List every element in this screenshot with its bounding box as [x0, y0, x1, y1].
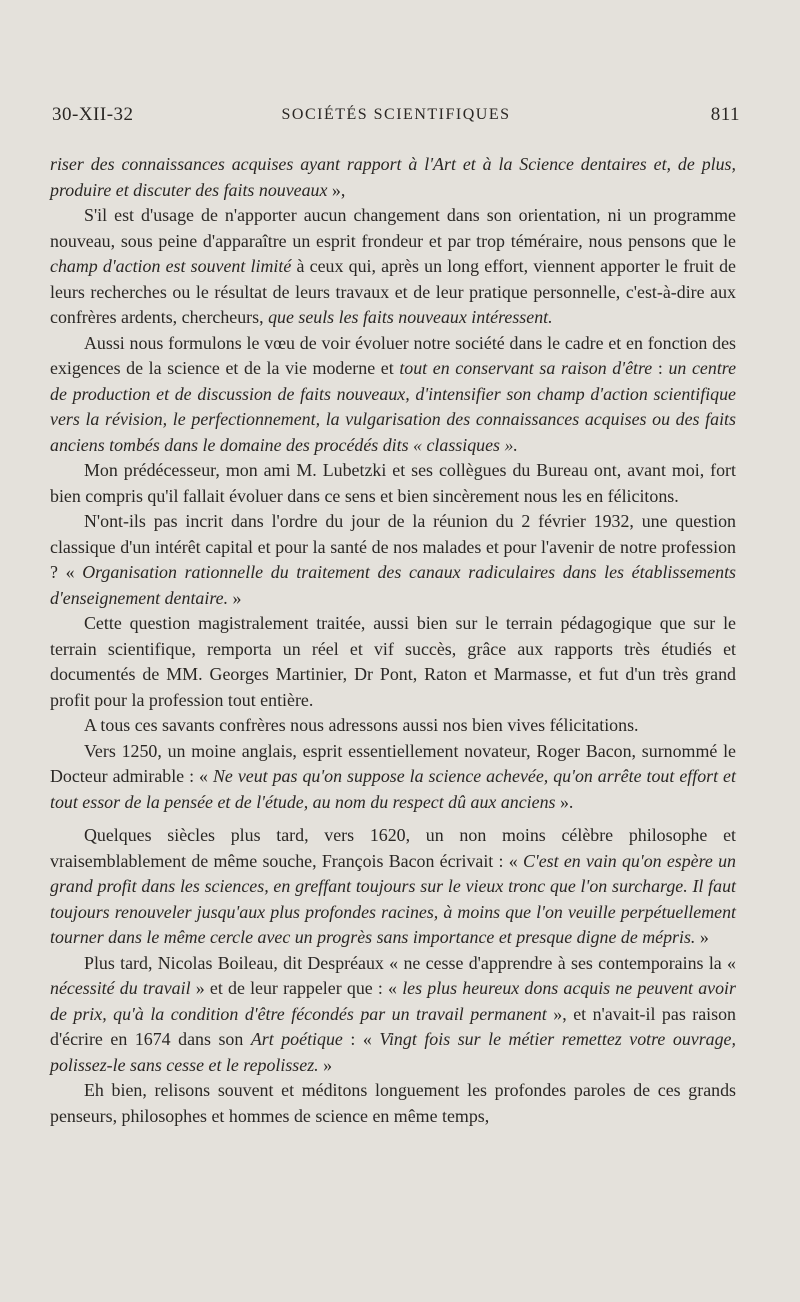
text-run: Quelques siècles plus tard, vers 1620, un non moins célèbre philosophe et vraisemblablement de même souche, François Bacon écrivait : «	[50, 825, 736, 871]
text-run: Aussi nous formulons le vœu de voir évoluer notre société dans le cadre et en fonction des exigences de la science et de la vie moderne et	[50, 332, 736, 378]
paragraph	[50, 203, 736, 331]
italic-text: Ne veut pas qu'on suppose la science achevée, qu'on arrête tout effort et tout essor de la pensée et de l'étude, au nom du respect dû aux anciens	[50, 766, 736, 812]
header-date: 30-XII-32	[52, 104, 134, 125]
text-run: Plus tard, Nicolas Boileau, dit Despréaux « ne cesse d'apprendre à ses contemporains la «	[84, 952, 736, 973]
paragraph	[50, 951, 736, 1079]
text-run: :	[652, 358, 669, 378]
text-run: ».	[555, 791, 574, 812]
text-run: »	[695, 927, 709, 947]
italic-text: nécessité du travail	[50, 978, 191, 998]
paragraph	[50, 611, 736, 713]
italic-text: que seuls les faits nouveaux intéressent.	[268, 307, 553, 327]
paragraph	[50, 739, 736, 816]
italic-text: tout en conservant sa raison d'être	[399, 358, 653, 378]
italic-text: Art poétique	[250, 1029, 343, 1049]
text-run: N'ont-ils pas incrit dans l'ordre du jour de la réunion du 2 février 1932, une question classique d'un intérêt capital et pour la santé de nos malades et pour l'avenir de notre profession ? «	[50, 511, 736, 582]
paragraph	[50, 1078, 736, 1129]
paragraph	[50, 823, 736, 951]
text-run: : «	[342, 1029, 380, 1049]
text-run: A tous ces savants confrères nous adressons aussi nos bien vives félicitations.	[84, 715, 639, 735]
text-run: S'il est d'usage de n'apporter aucun changement dans son orientation, ni un programme nouveau, sous peine d'apparaître un esprit frondeur et par trop téméraire, nous pensons que le	[50, 205, 736, 251]
italic-text: les plus heureux dons acquis ne peuvent avoir de prix, qu'à la condition d'être fécondés par un travail permanent	[50, 978, 736, 1024]
text-run: Cette question magistralement traitée, aussi bien sur le terrain pédagogique que sur le terrain scientifique, remporta un réel et vif succès, grâce aux rapports très étudiés et documentés de MM. Georges Martinier, Dr Pont, Raton et Marmasse, et fut d'un très grand profit pour la profession tout entière.	[50, 613, 736, 710]
running-header	[52, 104, 740, 130]
italic-text: C'est en vain qu'on espère un grand profit dans les sciences, en greffant toujours sur le vieux tronc que l'on surcharge. Il faut toujours renouveler jusqu'aux plus profondes racines, à moins que l'on veuille perpétuellement tourner dans le même cercle avec un progrès sans importance et presque digne de mépris.	[50, 850, 736, 947]
text-run: » et de leur rappeler que : «	[190, 978, 403, 998]
text-run: »,	[327, 179, 346, 200]
text-run: Eh bien, relisons souvent et méditons longuement les profondes paroles de ces grands penseurs, philosophes et hommes de science en même temps,	[50, 1080, 736, 1126]
paragraph	[50, 331, 736, 459]
paragraph	[50, 713, 736, 739]
text-run: à ceux qui, après un long effort, viennent apporter le fruit de leurs recherches ou le résultat de leurs travaux et de leur pratique personnelle, c'est-à-dire aux confrères ardents, chercheurs,	[50, 256, 736, 327]
page-number: 811	[710, 104, 740, 125]
body-text	[50, 152, 736, 1129]
header-title: SOCIÉTÉS SCIENTIFIQUES	[281, 106, 511, 123]
italic-text: Vingt fois sur le métier remettez votre ouvrage, polissez-le sans cesse et le repolissez.	[50, 1029, 736, 1075]
text-run: », et n'avait-il pas raison d'écrire en 1674 dans son	[50, 1003, 736, 1049]
text-run: Vers 1250, un moine anglais, esprit essentiellement novateur, Roger Bacon, surnommé le Docteur admirable : «	[50, 740, 736, 786]
italic-text: riser des connaissances acquises ayant rapport à l'Art et à la Science dentaires et, de plus, produire et discuter des faits nouveaux	[50, 154, 736, 200]
paragraph	[50, 152, 736, 203]
paragraph	[50, 509, 736, 611]
italic-text: Organisation rationnelle du traitement des canaux radiculaires dans les établissements d'enseignement dentaire.	[50, 562, 737, 608]
text-run: »	[318, 1054, 333, 1075]
italic-text: un centre de production et de discussion de faits nouveaux, d'intensifier son champ d'action scientifique vers la révision, le perfectionnement, la vulgarisation des connaissances acquises ou des faits anciens tombés dans le domaine des procédés dits « classiques ».	[50, 358, 737, 455]
paragraph	[50, 458, 736, 509]
text-run: »	[228, 587, 242, 608]
text-run: Mon prédécesseur, mon ami M. Lubetzki et ses collègues du Bureau ont, avant moi, fort bien compris qu'il fallait évoluer dans ce sens et bien sincèrement nous les en félicitons.	[50, 460, 736, 506]
italic-text: champ d'action est souvent limité	[50, 256, 292, 276]
